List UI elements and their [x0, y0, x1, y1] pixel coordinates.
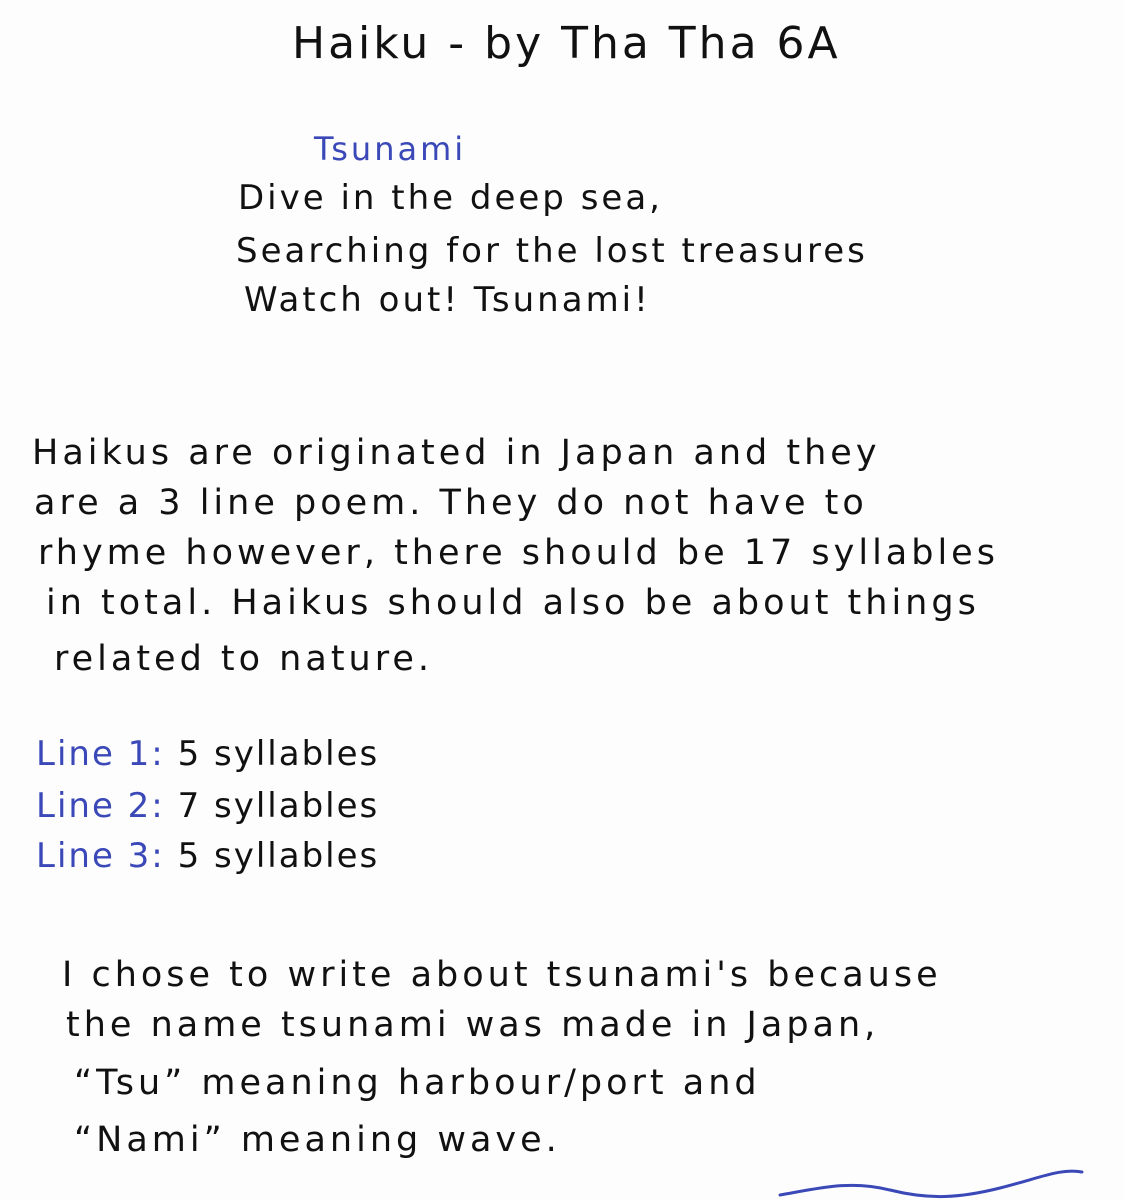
rule-label: Line 3: — [36, 836, 165, 876]
explanation-line-4: in total. Haikus should also be about things — [46, 583, 980, 623]
rule-value: 5 syllables — [177, 836, 380, 876]
poem-title: Tsunami — [314, 130, 467, 168]
poem-line-2: Searching for the lost treasures — [236, 231, 868, 271]
reason-line-1: I chose to write about tsunami's because — [62, 955, 942, 995]
reason-line-2: the name tsunami was made in Japan, — [66, 1005, 880, 1045]
rule-label: Line 2: — [36, 786, 165, 826]
explanation-line-5: related to nature. — [54, 639, 434, 679]
rule-value: 7 syllables — [177, 786, 380, 826]
explanation-line-1: Haikus are originated in Japan and they — [32, 433, 881, 473]
explanation-line-3: rhyme however, there should be 17 syllables — [38, 533, 999, 573]
syllable-rule-1 — [36, 734, 379, 774]
syllable-rule-2 — [36, 786, 379, 826]
reason-line-4: “Nami” meaning wave. — [74, 1120, 561, 1160]
poem-line-3: Watch out! Tsunami! — [244, 280, 651, 320]
rule-value: 5 syllables — [177, 734, 380, 774]
reason-line-3: “Tsu” meaning harbour/port and — [74, 1063, 761, 1103]
explanation-line-2: are a 3 line poem. They do not have to — [34, 483, 868, 523]
page-title: Haiku - by Tha Tha 6A — [292, 18, 841, 69]
syllable-rule-3 — [36, 836, 379, 876]
wave-doodle-icon — [760, 1150, 1090, 1200]
poem-line-1: Dive in the deep sea, — [238, 178, 663, 218]
rule-label: Line 1: — [36, 734, 165, 774]
